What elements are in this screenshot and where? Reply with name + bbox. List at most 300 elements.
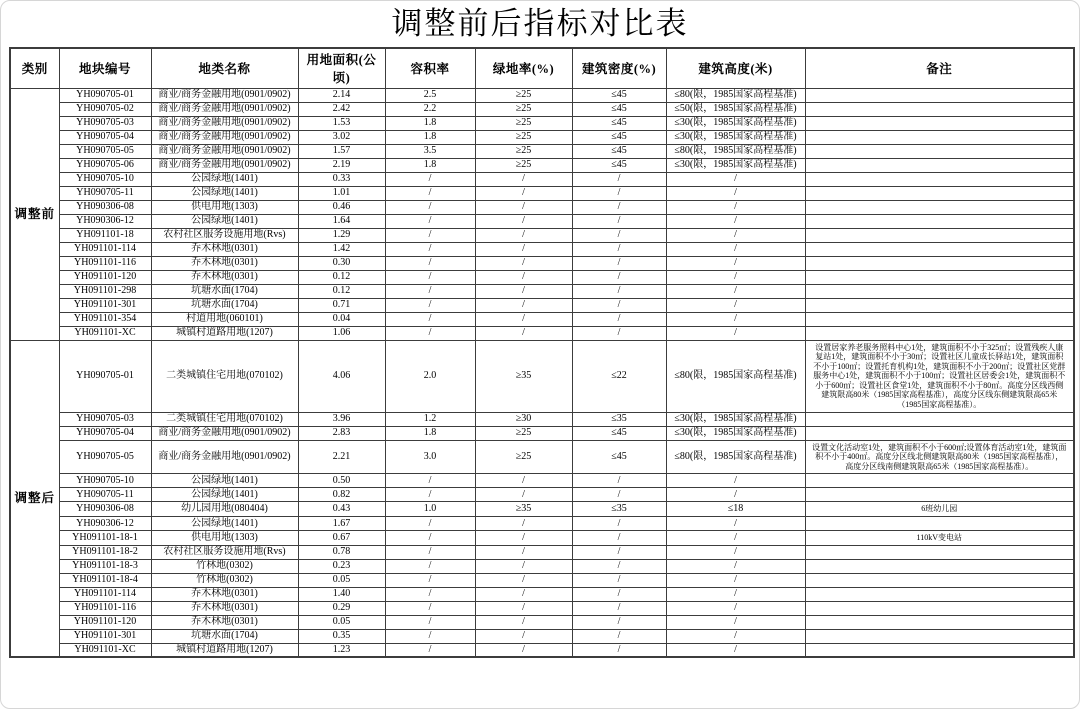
cell-building-height: / [666,629,805,643]
cell-land-area: 1.23 [298,643,385,657]
cell-plot-code: YH091101-18-3 [59,559,151,573]
cell-land-type-name: 乔木林地(0301) [151,601,298,615]
cell-plot-code: YH091101-120 [59,615,151,629]
table-row [10,102,1074,116]
cell-building-density: / [572,531,666,546]
cell-floor-area-ratio: / [385,601,475,615]
cell-floor-area-ratio: 1.8 [385,116,475,130]
cell-building-height: / [666,214,805,228]
cell-land-type-name: 农村社区服务设施用地(Rvs) [151,228,298,242]
column-header: 地块编号 [59,48,151,88]
cell-building-density: / [572,284,666,298]
column-header: 建筑密度(%) [572,48,666,88]
cell-green-rate: ≥35 [475,502,572,517]
cell-remark [805,284,1074,298]
cell-building-height: / [666,615,805,629]
cell-land-area: 0.82 [298,488,385,502]
cell-remark: 110kV变电站 [805,531,1074,546]
cell-green-rate: / [475,573,572,587]
cell-building-height: / [666,643,805,657]
cell-green-rate: ≥25 [475,116,572,130]
cell-plot-code: YH091101-301 [59,298,151,312]
table-row [10,172,1074,186]
cell-land-type-name: 村道用地(060101) [151,312,298,326]
cell-green-rate: / [475,559,572,573]
cell-plot-code: YH090705-05 [59,440,151,474]
cell-floor-area-ratio: / [385,228,475,242]
cell-remark [805,517,1074,531]
cell-building-density: ≤45 [572,144,666,158]
cell-remark [805,228,1074,242]
cell-building-density: / [572,312,666,326]
cell-floor-area-ratio: 1.8 [385,426,475,440]
table-row [10,270,1074,284]
cell-land-type-name: 商业/商务金融用地(0901/0902) [151,440,298,474]
cell-land-type-name: 二类城镇住宅用地(070102) [151,412,298,426]
cell-land-type-name: 公园绿地(1401) [151,186,298,200]
cell-land-area: 0.78 [298,545,385,559]
cell-green-rate: / [475,284,572,298]
cell-plot-code: YH090705-05 [59,144,151,158]
cell-remark [805,200,1074,214]
cell-land-type-name: 公园绿地(1401) [151,214,298,228]
table-head [10,48,1074,88]
cell-building-height: ≤30(限，1985国家高程基准) [666,426,805,440]
cell-building-density: / [572,629,666,643]
cell-floor-area-ratio: / [385,298,475,312]
cell-building-height: / [666,559,805,573]
cell-remark [805,298,1074,312]
cell-building-height: / [666,601,805,615]
cell-remark [805,116,1074,130]
cell-land-type-name: 幼儿园用地(080404) [151,502,298,517]
cell-land-area: 2.42 [298,102,385,116]
cell-plot-code: YH090306-08 [59,200,151,214]
cell-building-height: / [666,312,805,326]
cell-building-density: ≤45 [572,116,666,130]
cell-land-area: 1.01 [298,186,385,200]
cell-land-area: 1.64 [298,214,385,228]
cell-remark [805,615,1074,629]
cell-building-density: ≤45 [572,102,666,116]
table-row [10,502,1074,517]
table-row [10,426,1074,440]
cell-building-density: / [572,601,666,615]
cell-green-rate: ≥30 [475,412,572,426]
cell-building-density: / [572,474,666,488]
cell-land-type-name: 乔木林地(0301) [151,270,298,284]
cell-building-height: / [666,284,805,298]
cell-plot-code: YH090705-10 [59,172,151,186]
cell-remark [805,573,1074,587]
cell-building-density: / [572,298,666,312]
table-row [10,643,1074,657]
table-row [10,256,1074,270]
table-row [10,144,1074,158]
cell-floor-area-ratio: / [385,517,475,531]
cell-land-type-name: 坑塘水面(1704) [151,298,298,312]
cell-land-area: 3.02 [298,130,385,144]
cell-green-rate: / [475,242,572,256]
cell-green-rate: ≥25 [475,440,572,474]
cell-green-rate: ≥25 [475,426,572,440]
cell-land-area: 4.06 [298,340,385,412]
cell-land-type-name: 乔木林地(0301) [151,242,298,256]
cell-plot-code: YH091101-301 [59,629,151,643]
cell-plot-code: YH091101-18-1 [59,531,151,546]
section-before [10,88,1074,340]
cell-remark [805,474,1074,488]
cell-plot-code: YH090705-01 [59,88,151,102]
cell-plot-code: YH091101-18 [59,228,151,242]
cell-remark [805,426,1074,440]
cell-floor-area-ratio: 1.8 [385,130,475,144]
cell-land-type-name: 城镇村道路用地(1207) [151,326,298,340]
cell-plot-code: YH091101-XC [59,326,151,340]
cell-plot-code: YH090705-03 [59,412,151,426]
cell-plot-code: YH091101-114 [59,587,151,601]
table-row [10,186,1074,200]
cell-floor-area-ratio: / [385,573,475,587]
cell-building-density: ≤35 [572,502,666,517]
cell-land-type-name: 商业/商务金融用地(0901/0902) [151,158,298,172]
table-row [10,284,1074,298]
cell-plot-code: YH091101-298 [59,284,151,298]
cell-land-area: 1.42 [298,242,385,256]
cell-remark [805,172,1074,186]
cell-building-density: / [572,573,666,587]
cell-building-density: / [572,545,666,559]
table-row [10,242,1074,256]
column-header: 绿地率(%) [475,48,572,88]
table-row [10,130,1074,144]
cell-plot-code: YH090705-04 [59,130,151,144]
cell-building-density: ≤45 [572,426,666,440]
section-label: 调整后 [10,340,59,657]
cell-remark [805,488,1074,502]
cell-floor-area-ratio: 2.0 [385,340,475,412]
cell-plot-code: YH090705-04 [59,426,151,440]
cell-land-area: 0.46 [298,200,385,214]
cell-building-height: ≤30(限，1985国家高程基准) [666,116,805,130]
cell-floor-area-ratio: 2.5 [385,88,475,102]
table-row [10,440,1074,474]
cell-floor-area-ratio: / [385,559,475,573]
cell-building-density: / [572,172,666,186]
cell-plot-code: YH090306-08 [59,502,151,517]
cell-building-height: / [666,326,805,340]
cell-floor-area-ratio: / [385,172,475,186]
cell-land-area: 0.33 [298,172,385,186]
cell-building-density: ≤45 [572,88,666,102]
cell-land-area: 0.71 [298,298,385,312]
section-label: 调整前 [10,88,59,340]
table-row [10,517,1074,531]
cell-land-area: 0.67 [298,531,385,546]
cell-remark [805,102,1074,116]
cell-building-height: ≤50(限，1985国家高程基准) [666,102,805,116]
cell-land-type-name: 商业/商务金融用地(0901/0902) [151,426,298,440]
cell-building-height: / [666,531,805,546]
cell-building-density: ≤45 [572,158,666,172]
column-header: 容积率 [385,48,475,88]
cell-building-height: / [666,256,805,270]
cell-building-density: / [572,228,666,242]
cell-green-rate: ≥25 [475,158,572,172]
cell-land-area: 2.21 [298,440,385,474]
cell-plot-code: YH091101-18-4 [59,573,151,587]
cell-floor-area-ratio: 1.8 [385,158,475,172]
cell-green-rate: / [475,200,572,214]
cell-plot-code: YH091101-120 [59,270,151,284]
cell-building-density: ≤35 [572,412,666,426]
cell-building-height: / [666,186,805,200]
cell-green-rate: / [475,172,572,186]
table-row [10,340,1074,412]
cell-building-height: ≤30(限，1985国家高程基准) [666,158,805,172]
cell-land-area: 1.29 [298,228,385,242]
cell-land-type-name: 坑塘水面(1704) [151,284,298,298]
cell-floor-area-ratio: / [385,270,475,284]
cell-plot-code: YH090705-11 [59,186,151,200]
cell-land-type-name: 城镇村道路用地(1207) [151,643,298,657]
cell-green-rate: / [475,214,572,228]
cell-land-type-name: 商业/商务金融用地(0901/0902) [151,130,298,144]
cell-land-type-name: 公园绿地(1401) [151,474,298,488]
cell-floor-area-ratio: 1.2 [385,412,475,426]
cell-land-area: 1.40 [298,587,385,601]
cell-land-area: 0.50 [298,474,385,488]
cell-building-height: / [666,587,805,601]
cell-floor-area-ratio: / [385,587,475,601]
cell-plot-code: YH090306-12 [59,214,151,228]
cell-floor-area-ratio: / [385,545,475,559]
cell-remark: 设置居家养老服务照料中心1处，建筑面积不小于325㎡；设置残疾人康复站1处，建筑面积不小于30㎡；设置社区儿童成长驿站1处，建筑面积不小于100㎡；设置托育机构1处，建筑面积不小于200㎡；设置社区党群服务中心1处，建筑面积不小于100㎡；设置社区居委会1处，建筑面积不小于600㎡；设置社区食堂1处，建筑面积不小于80㎡。高度分区线西侧建筑限高80米（1985国家高程基准），高度分区线东侧建筑限高65米（1985国家高程基准）。 [805,340,1074,412]
page-title: 调整前后指标对比表 [391,6,689,41]
cell-land-area: 1.06 [298,326,385,340]
cell-land-type-name: 供电用地(1303) [151,200,298,214]
cell-green-rate: / [475,312,572,326]
cell-building-height: / [666,270,805,284]
column-header: 用地面积(公顷) [298,48,385,88]
cell-green-rate: / [475,629,572,643]
cell-land-area: 0.04 [298,312,385,326]
cell-building-density: / [572,256,666,270]
table-row [10,214,1074,228]
cell-land-area: 0.43 [298,502,385,517]
cell-floor-area-ratio: / [385,643,475,657]
cell-land-area: 0.12 [298,270,385,284]
table-row [10,629,1074,643]
cell-building-height: ≤30(限，1985国家高程基准) [666,412,805,426]
cell-building-height: / [666,517,805,531]
cell-building-height: / [666,474,805,488]
table-row [10,228,1074,242]
cell-remark [805,270,1074,284]
cell-plot-code: YH090705-01 [59,340,151,412]
cell-green-rate: / [475,531,572,546]
cell-floor-area-ratio: / [385,488,475,502]
cell-floor-area-ratio: / [385,256,475,270]
cell-plot-code: YH090705-11 [59,488,151,502]
cell-building-density: ≤45 [572,440,666,474]
cell-building-density: / [572,326,666,340]
cell-remark [805,130,1074,144]
column-header: 地类名称 [151,48,298,88]
cell-land-type-name: 供电用地(1303) [151,531,298,546]
cell-remark [805,144,1074,158]
table-row [10,298,1074,312]
table-row [10,326,1074,340]
cell-floor-area-ratio: / [385,200,475,214]
cell-building-density: / [572,214,666,228]
cell-land-type-name: 商业/商务金融用地(0901/0902) [151,102,298,116]
cell-floor-area-ratio: 2.2 [385,102,475,116]
cell-remark [805,545,1074,559]
cell-building-density: / [572,488,666,502]
cell-green-rate: / [475,326,572,340]
cell-remark [805,186,1074,200]
cell-green-rate: / [475,256,572,270]
cell-green-rate: / [475,298,572,312]
cell-remark [805,214,1074,228]
table-row [10,601,1074,615]
cell-green-rate: / [475,615,572,629]
cell-plot-code: YH090705-03 [59,116,151,130]
cell-floor-area-ratio: / [385,214,475,228]
cell-land-type-name: 商业/商务金融用地(0901/0902) [151,88,298,102]
cell-green-rate: ≥35 [475,340,572,412]
cell-building-density: / [572,200,666,214]
section-after [10,340,1074,657]
cell-remark [805,559,1074,573]
cell-remark [805,629,1074,643]
cell-green-rate: / [475,474,572,488]
cell-building-height: ≤30(限，1985国家高程基准) [666,130,805,144]
cell-plot-code: YH091101-XC [59,643,151,657]
cell-land-type-name: 坑塘水面(1704) [151,629,298,643]
cell-floor-area-ratio: 3.0 [385,440,475,474]
table-row [10,116,1074,130]
cell-floor-area-ratio: / [385,284,475,298]
cell-plot-code: YH091101-18-2 [59,545,151,559]
cell-floor-area-ratio: / [385,326,475,340]
cell-floor-area-ratio: 1.0 [385,502,475,517]
cell-land-type-name: 农村社区服务设施用地(Rvs) [151,545,298,559]
cell-land-type-name: 乔木林地(0301) [151,615,298,629]
cell-remark [805,601,1074,615]
cell-floor-area-ratio: / [385,242,475,256]
cell-building-height: / [666,242,805,256]
cell-building-height: ≤18 [666,502,805,517]
cell-building-density: / [572,242,666,256]
cell-building-height: ≤80(限，1985国家高程基准) [666,88,805,102]
cell-building-density: / [572,559,666,573]
cell-land-type-name: 二类城镇住宅用地(070102) [151,340,298,412]
table-row [10,573,1074,587]
cell-remark: 设置文化活动室1处，建筑面积不小于600㎡;设置体育活动室1处，建筑面积不小于400㎡。高度分区线北侧建筑限高80米（1985国家高程基准），高度分区线南侧建筑限高65米（1985国家高程基准）。 [805,440,1074,474]
cell-building-density: / [572,615,666,629]
cell-remark [805,412,1074,426]
cell-green-rate: / [475,186,572,200]
table-row [10,545,1074,559]
cell-floor-area-ratio: 3.5 [385,144,475,158]
cell-green-rate: ≥25 [475,144,572,158]
cell-land-area: 0.30 [298,256,385,270]
cell-building-density: ≤22 [572,340,666,412]
cell-land-type-name: 公园绿地(1401) [151,517,298,531]
cell-land-type-name: 公园绿地(1401) [151,488,298,502]
cell-land-type-name: 竹林地(0302) [151,573,298,587]
table-row [10,412,1074,426]
cell-green-rate: ≥25 [475,102,572,116]
cell-land-type-name: 乔木林地(0301) [151,256,298,270]
cell-green-rate: / [475,545,572,559]
cell-remark: 6班幼儿园 [805,502,1074,517]
cell-building-density: ≤45 [572,130,666,144]
cell-building-height: / [666,200,805,214]
table-row [10,587,1074,601]
cell-building-height: / [666,488,805,502]
cell-remark [805,158,1074,172]
cell-land-type-name: 商业/商务金融用地(0901/0902) [151,144,298,158]
cell-building-density: / [572,587,666,601]
cell-land-area: 3.96 [298,412,385,426]
cell-building-height: ≤80(限，1985国家高程基准) [666,440,805,474]
cell-land-area: 1.67 [298,517,385,531]
table-row [10,158,1074,172]
table-row [10,88,1074,102]
cell-land-area: 2.19 [298,158,385,172]
cell-land-area: 0.23 [298,559,385,573]
cell-floor-area-ratio: / [385,186,475,200]
cell-land-area: 1.53 [298,116,385,130]
cell-land-type-name: 商业/商务金融用地(0901/0902) [151,116,298,130]
cell-building-height: / [666,228,805,242]
cell-building-height: / [666,172,805,186]
cell-plot-code: YH091101-354 [59,312,151,326]
cell-floor-area-ratio: / [385,474,475,488]
cell-building-height: / [666,545,805,559]
cell-floor-area-ratio: / [385,531,475,546]
cell-green-rate: / [475,488,572,502]
comparison-table [9,47,1075,658]
cell-remark [805,312,1074,326]
cell-remark [805,326,1074,340]
table-header-row [10,48,1074,88]
cell-remark [805,88,1074,102]
cell-land-area: 0.12 [298,284,385,298]
cell-land-area: 2.83 [298,426,385,440]
cell-land-type-name: 公园绿地(1401) [151,172,298,186]
cell-land-type-name: 乔木林地(0301) [151,587,298,601]
table-row [10,312,1074,326]
cell-land-area: 0.05 [298,615,385,629]
cell-land-type-name: 竹林地(0302) [151,559,298,573]
cell-floor-area-ratio: / [385,629,475,643]
cell-green-rate: ≥25 [475,130,572,144]
cell-remark [805,242,1074,256]
cell-building-height: / [666,573,805,587]
cell-building-height: ≤80(限，1985国家高程基准) [666,340,805,412]
cell-remark [805,256,1074,270]
cell-remark [805,643,1074,657]
cell-plot-code: YH090306-12 [59,517,151,531]
cell-building-density: / [572,517,666,531]
cell-plot-code: YH090705-06 [59,158,151,172]
cell-building-height: / [666,298,805,312]
cell-green-rate: / [475,270,572,284]
